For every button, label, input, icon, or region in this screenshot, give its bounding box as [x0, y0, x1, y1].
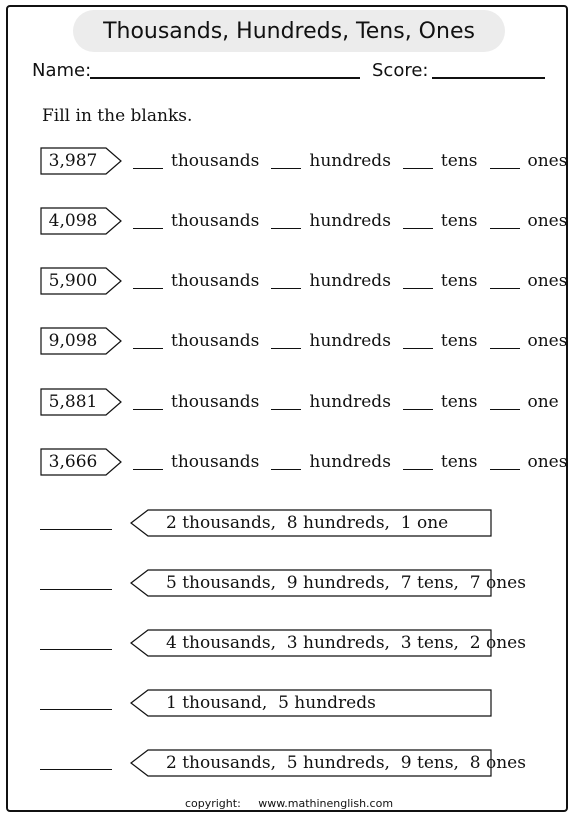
- word-form-box: [130, 569, 526, 597]
- score-label: Score:: [372, 60, 429, 81]
- answer-blank[interactable]: [403, 214, 433, 229]
- number-value: 4,098: [48, 211, 98, 231]
- place-value-word: hundreds: [309, 331, 391, 351]
- answer-blank[interactable]: [133, 334, 163, 349]
- number-tag: [40, 147, 122, 175]
- score-blank[interactable]: [432, 77, 545, 79]
- number-value: 9,098: [48, 331, 98, 351]
- number-tag: [40, 327, 122, 355]
- answer-blank[interactable]: [133, 455, 163, 470]
- word-form-box: [130, 749, 526, 777]
- place-value-word: thousands: [171, 211, 260, 231]
- place-value-word: ones: [527, 331, 568, 351]
- website-link[interactable]: www.mathinenglish.com: [258, 797, 394, 810]
- place-value-word: hundreds: [309, 151, 391, 171]
- place-value-word: thousands: [171, 151, 260, 171]
- answer-blank[interactable]: [403, 154, 433, 169]
- answer-line[interactable]: [40, 529, 112, 530]
- place-value-word: thousands: [171, 452, 260, 472]
- place-value-word: ones: [527, 271, 568, 291]
- answer-blank[interactable]: [271, 214, 301, 229]
- word-form-box: [130, 689, 492, 717]
- place-value-word: tens: [440, 151, 478, 171]
- number-tag: [40, 207, 122, 235]
- answer-blank[interactable]: [271, 274, 301, 289]
- number-tag: [40, 388, 122, 416]
- place-value-word: hundreds: [309, 211, 391, 231]
- number-tag: [40, 267, 122, 295]
- answer-blank[interactable]: [403, 334, 433, 349]
- answer-blank[interactable]: [271, 334, 301, 349]
- fill-row: [133, 207, 578, 235]
- word-form-text: 1 thousand, 5 hundreds: [166, 693, 376, 713]
- copyright-label: copyright:: [184, 797, 241, 810]
- answer-line[interactable]: [40, 589, 112, 590]
- place-value-word: tens: [440, 392, 478, 412]
- number-value: 5,881: [48, 392, 98, 412]
- title-text: Thousands, Hundreds, Tens, Ones: [103, 18, 475, 44]
- answer-blank[interactable]: [490, 455, 520, 470]
- answer-blank[interactable]: [271, 455, 301, 470]
- answer-blank[interactable]: [490, 334, 520, 349]
- answer-blank[interactable]: [133, 274, 163, 289]
- word-form-box: [130, 629, 526, 657]
- worksheet-title: [73, 10, 505, 52]
- place-value-word: hundreds: [309, 392, 391, 412]
- answer-blank[interactable]: [271, 395, 301, 410]
- number-tag: [40, 448, 122, 476]
- answer-blank[interactable]: [403, 395, 433, 410]
- answer-blank[interactable]: [403, 274, 433, 289]
- name-blank[interactable]: [90, 77, 360, 79]
- answer-blank[interactable]: [133, 154, 163, 169]
- fill-row: [133, 388, 571, 416]
- place-value-word: ones: [527, 211, 568, 231]
- place-value-word: hundreds: [309, 271, 391, 291]
- answer-blank[interactable]: [133, 395, 163, 410]
- fill-row: [133, 327, 578, 355]
- answer-blank[interactable]: [133, 214, 163, 229]
- answer-blank[interactable]: [403, 455, 433, 470]
- answer-blank[interactable]: [490, 214, 520, 229]
- word-form-text: 5 thousands, 9 hundreds, 7 tens, 7 ones: [166, 573, 526, 593]
- answer-line[interactable]: [40, 769, 112, 770]
- place-value-word: tens: [440, 452, 478, 472]
- place-value-word: thousands: [171, 271, 260, 291]
- word-form-text: 2 thousands, 8 hundreds, 1 one: [166, 513, 449, 533]
- place-value-word: tens: [440, 271, 478, 291]
- word-form-text: 2 thousands, 5 hundreds, 9 tens, 8 ones: [166, 753, 526, 773]
- footer: [0, 797, 578, 810]
- word-form-text: 4 thousands, 3 hundreds, 3 tens, 2 ones: [166, 633, 526, 653]
- answer-blank[interactable]: [271, 154, 301, 169]
- number-value: 3,666: [48, 452, 98, 472]
- place-value-word: thousands: [171, 392, 260, 412]
- place-value-word: tens: [440, 331, 478, 351]
- instruction-text: Fill in the blanks.: [42, 106, 193, 126]
- place-value-word: hundreds: [309, 452, 391, 472]
- number-value: 3,987: [48, 151, 98, 171]
- place-value-word: thousands: [171, 331, 260, 351]
- number-value: 5,900: [48, 271, 98, 291]
- answer-blank[interactable]: [490, 274, 520, 289]
- answer-line[interactable]: [40, 709, 112, 710]
- answer-blank[interactable]: [490, 154, 520, 169]
- place-value-word: ones: [527, 452, 568, 472]
- place-value-word: one: [527, 392, 559, 412]
- word-form-box: [130, 509, 492, 537]
- fill-row: [133, 448, 578, 476]
- place-value-word: ones: [527, 151, 568, 171]
- name-label: Name:: [32, 60, 92, 81]
- fill-row: [133, 147, 578, 175]
- answer-line[interactable]: [40, 649, 112, 650]
- fill-row: [133, 267, 578, 295]
- place-value-word: tens: [440, 211, 478, 231]
- answer-blank[interactable]: [490, 395, 520, 410]
